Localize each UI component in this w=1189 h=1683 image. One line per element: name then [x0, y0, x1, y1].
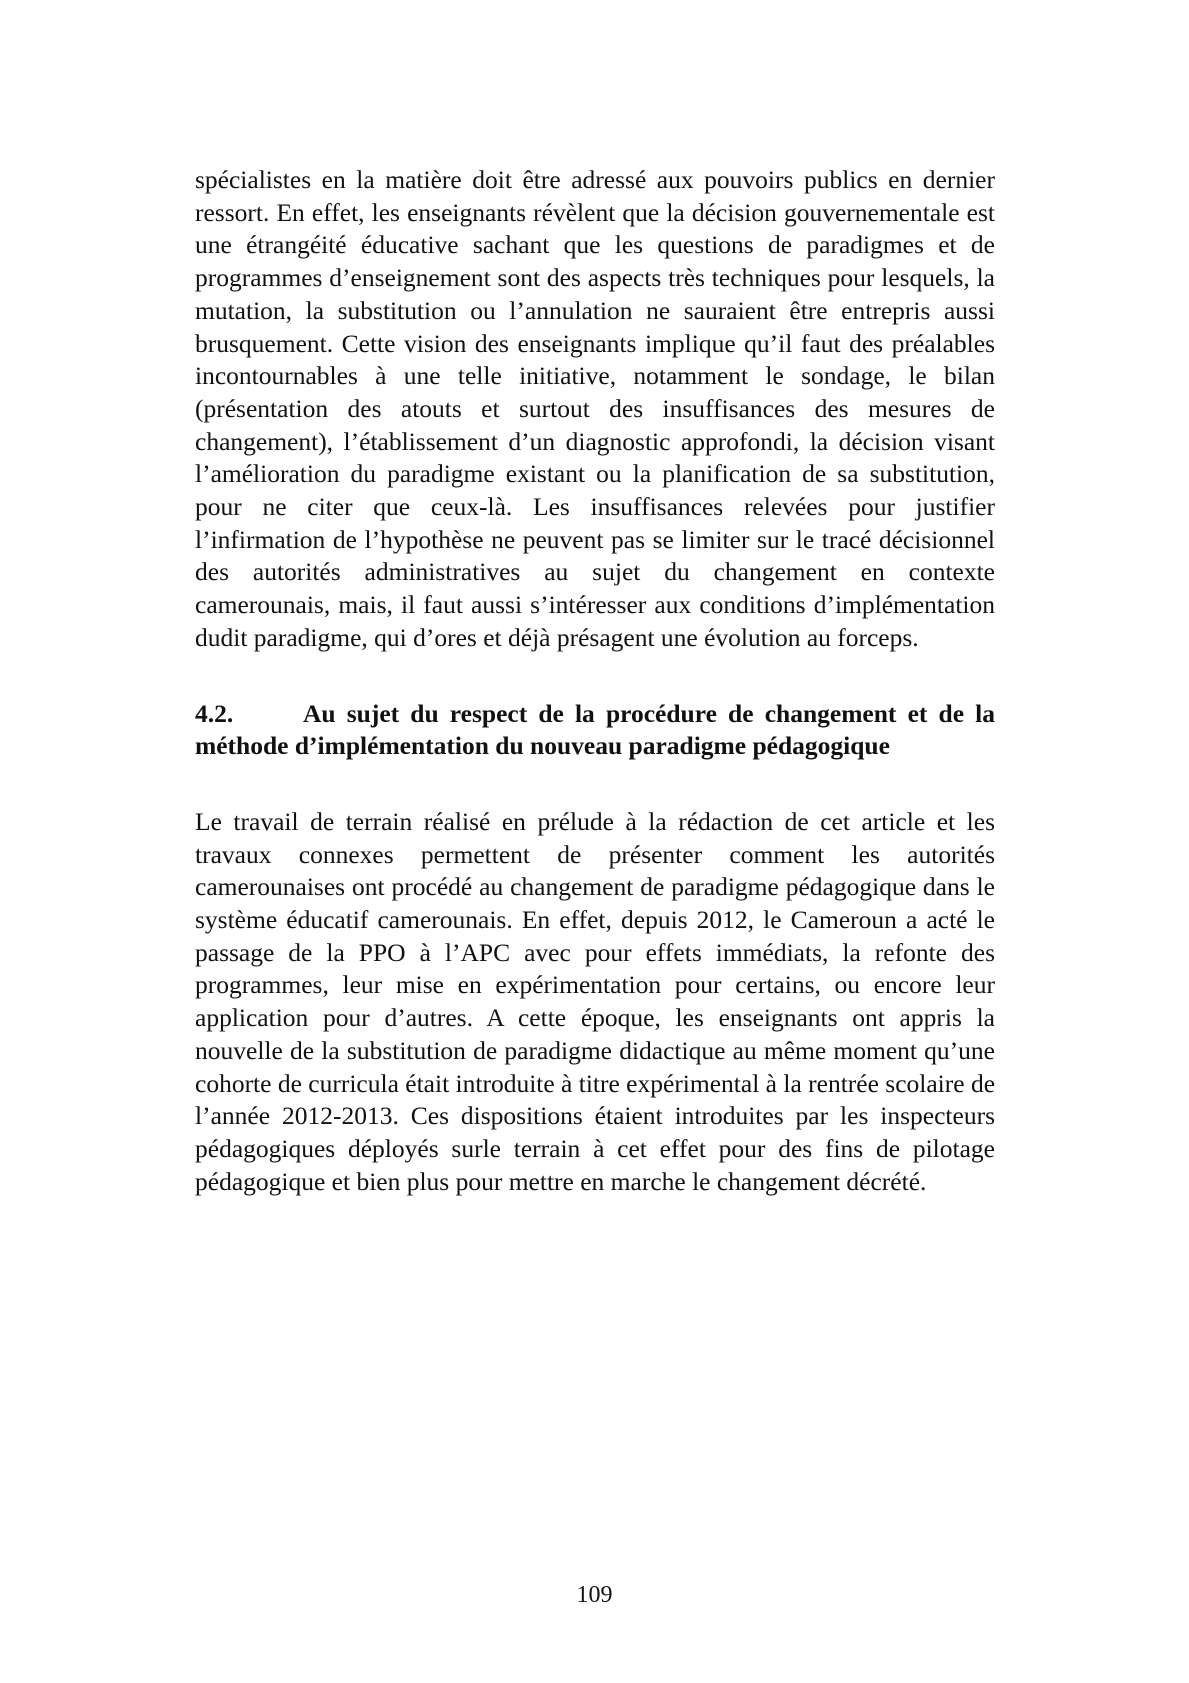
- body-paragraph: Le travail de terrain réalisé en prélude à la rédaction de cet article et les travaux connexes permettent de présenter comment les autorités camerounaises ont procédé au changement de paradigme pédagogique dans le système éducatif camerounais. En effet, depuis 2012, le Cameroun a acté le passage de la PPO à l’APC avec pour effets immédiats, la refonte des programmes, leur mise en expérimentation pour certains, ou encore leur application pour d’autres. A cette époque, les enseignants ont appris la nouvelle de la substitution de paradigme didactique au même moment qu’une cohorte de curricula était introduite à titre expérimental à la rentrée scolaire de l’année 2012-2013. Ces dispositions étaient introduites par les inspecteurs pédagogiques déployés surle terrain à cet effet pour des fins de pilotage pédagogique et bien plus pour mettre en marche le changement décrété.: [195, 806, 996, 1196]
- section-number: 4.2.: [195, 698, 234, 728]
- section-heading: [195, 698, 995, 763]
- body-paragraph: spécialistes en la matière doit être adressé aux pouvoirs publics en dernier ressort. En effet, les enseignants révèlent que la décision gouvernementale est une étrangéité éducative sachant que les questions de paradigmes et de programmes d’enseignement sont des aspects très techniques pour lesquels, la mutation, la substitution ou l’annulation ne sauraient être entrepris aussi brusquement. Cette vision des enseignants implique qu’il faut des préalables incontournables à une telle initiative, notamment le sondage, le bilan (présentation des atouts et surtout des insuffisances des mesures de changement), l’établissement d’un diagnostic approfondi, la décision visant l’amélioration du paradigme existant ou la planification de sa substitution, pour ne citer que ceux-là. Les insuffisances relevées pour justifier l’infirmation de l’hypothèse ne peuvent pas se limiter sur le tracé décisionnel des autorités administratives au sujet du changement en contexte camerounais, mais, il faut aussi s’intéresser aux conditions d’implémentation dudit paradigme, qui d’ores et déjà présagent une évolution au forceps.: [195, 165, 995, 652]
- page-body: [195, 164, 995, 1198]
- section-title: Au sujet du respect de la procédure de changement et de la méthode d’implémentation du nouveau paradigme pédagogique: [195, 698, 995, 761]
- page-number: 109: [576, 1582, 613, 1608]
